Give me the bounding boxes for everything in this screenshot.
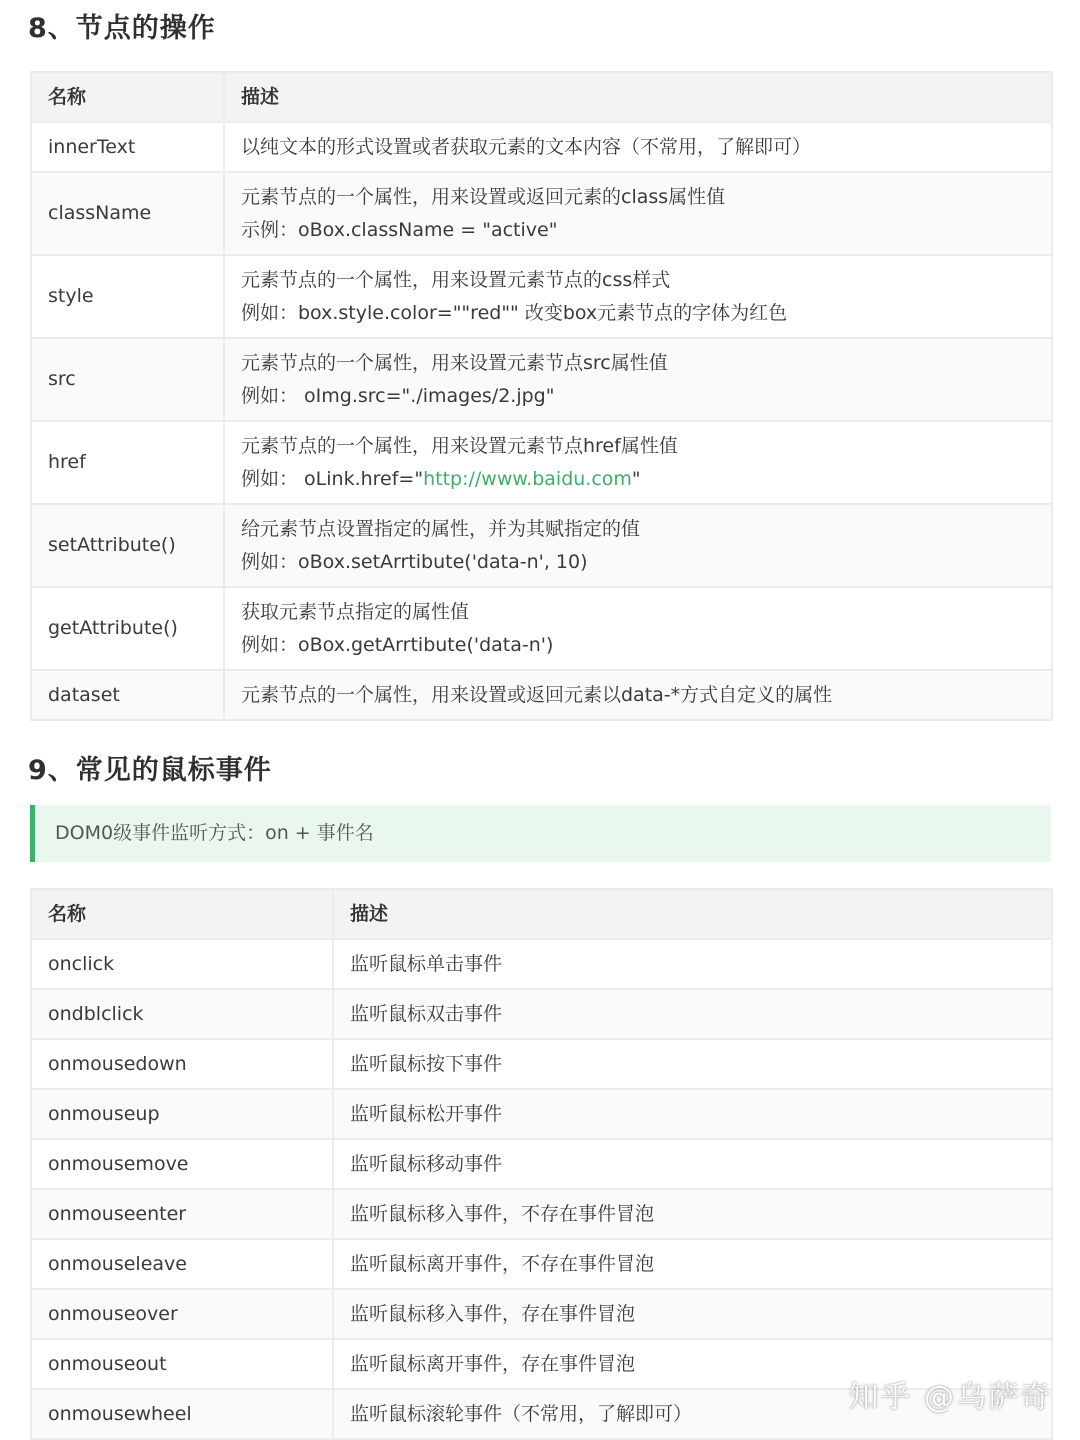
- row-name: dataset: [31, 670, 224, 720]
- row-name: href: [31, 421, 224, 504]
- table-row: [31, 1039, 1052, 1089]
- desc-example-line: 例如：oBox.getArrtibute('data-n'): [241, 633, 554, 656]
- desc-line: 元素节点的一个属性，用来设置或返回元素以data-*方式自定义的属性: [241, 683, 833, 706]
- table-row: [31, 1089, 1052, 1139]
- table-row: [31, 1189, 1052, 1239]
- row-desc: 监听鼠标按下事件: [333, 1039, 1052, 1089]
- table-row: [31, 939, 1052, 989]
- desc-line: 元素节点的一个属性，用来设置元素节点的css样式: [241, 268, 671, 291]
- header-desc: 描述: [333, 889, 1052, 939]
- row-name: innerText: [31, 122, 224, 172]
- table-row: [31, 1289, 1052, 1339]
- table-row: [31, 1239, 1052, 1289]
- row-desc: 监听鼠标双击事件: [333, 989, 1052, 1039]
- row-name: src: [31, 338, 224, 421]
- table-row: [31, 338, 1052, 421]
- desc-line: 以纯文本的形式设置或者获取元素的文本内容（不常用，了解即可）: [241, 135, 812, 158]
- table-row: [31, 172, 1052, 255]
- row-desc: [224, 670, 1052, 720]
- row-name: ondblclick: [31, 989, 333, 1039]
- desc-example-line: [241, 463, 1035, 496]
- row-name: onmouseout: [31, 1339, 333, 1389]
- desc-line: 元素节点的一个属性，用来设置元素节点href属性值: [241, 434, 678, 457]
- row-name: onmousedown: [31, 1039, 333, 1089]
- desc-line: 元素节点的一个属性，用来设置元素节点src属性值: [241, 351, 668, 374]
- desc-example-line: 例如：oBox.setArrtibute('data-n', 10): [241, 550, 588, 573]
- row-desc: [224, 255, 1052, 338]
- row-name: onmouseleave: [31, 1239, 333, 1289]
- tip-callout: DOM0级事件监听方式：on + 事件名: [30, 805, 1051, 862]
- row-desc: [224, 338, 1052, 421]
- row-desc: 监听鼠标移入事件，不存在事件冒泡: [333, 1189, 1052, 1239]
- desc-line: 给元素节点设置指定的属性，并为其赋指定的值: [241, 517, 641, 540]
- table-row: [31, 255, 1052, 338]
- header-desc: 描述: [224, 72, 1052, 122]
- row-name: getAttribute(): [31, 587, 224, 670]
- zhihu-watermark: 知乎 @乌萨奇: [848, 1380, 1052, 1415]
- section-title-mouse-events: 9、常见的鼠标事件: [28, 755, 272, 786]
- table-row: [31, 1139, 1052, 1189]
- baidu-link[interactable]: http://www.baidu.com: [423, 467, 632, 490]
- row-desc: 监听鼠标滚轮事件（不常用，了解即可）: [333, 1389, 1052, 1439]
- table-row: [31, 670, 1052, 720]
- desc-example-line: 示例：oBox.className = "active": [241, 218, 558, 241]
- desc-example-line: 例如：box.style.color=""red"" 改变box元素节点的字体为红色: [241, 301, 788, 324]
- row-desc: [224, 122, 1052, 172]
- row-desc: [224, 587, 1052, 670]
- row-desc: 监听鼠标移入事件，存在事件冒泡: [333, 1289, 1052, 1339]
- header-name: 名称: [31, 72, 224, 122]
- table-row: [31, 122, 1052, 172]
- row-name: onmouseup: [31, 1089, 333, 1139]
- table-header-row: [31, 889, 1052, 939]
- row-desc: 监听鼠标松开事件: [333, 1089, 1052, 1139]
- table-header-row: [31, 72, 1052, 122]
- row-name: className: [31, 172, 224, 255]
- row-desc: 监听鼠标离开事件，存在事件冒泡: [333, 1339, 1052, 1389]
- header-name: 名称: [31, 889, 333, 939]
- row-name: onmousewheel: [31, 1389, 333, 1439]
- row-name: setAttribute(): [31, 504, 224, 587]
- table-row: [31, 504, 1052, 587]
- row-desc: [224, 172, 1052, 255]
- row-desc: 监听鼠标移动事件: [333, 1139, 1052, 1189]
- row-name: onmouseover: [31, 1289, 333, 1339]
- node-operations-table: [30, 71, 1053, 721]
- row-desc: [224, 504, 1052, 587]
- row-name: style: [31, 255, 224, 338]
- example-suffix: ": [631, 467, 641, 490]
- table-row: [31, 989, 1052, 1039]
- desc-line: 元素节点的一个属性，用来设置或返回元素的class属性值: [241, 185, 726, 208]
- desc-line: 获取元素节点指定的属性值: [241, 600, 470, 623]
- desc-example-line: 例如： oImg.src="./images/2.jpg": [241, 384, 555, 407]
- row-name: onclick: [31, 939, 333, 989]
- mouse-events-table: [30, 888, 1053, 1440]
- row-name: onmouseenter: [31, 1189, 333, 1239]
- table-row: [31, 587, 1052, 670]
- table-row: [31, 421, 1052, 504]
- row-desc: 监听鼠标离开事件，不存在事件冒泡: [333, 1239, 1052, 1289]
- row-desc: 监听鼠标单击事件: [333, 939, 1052, 989]
- row-desc: [224, 421, 1052, 504]
- section-title-node-operations: 8、节点的操作: [28, 13, 216, 44]
- row-name: onmousemove: [31, 1139, 333, 1189]
- example-prefix: 例如： oLink.href=": [241, 467, 424, 490]
